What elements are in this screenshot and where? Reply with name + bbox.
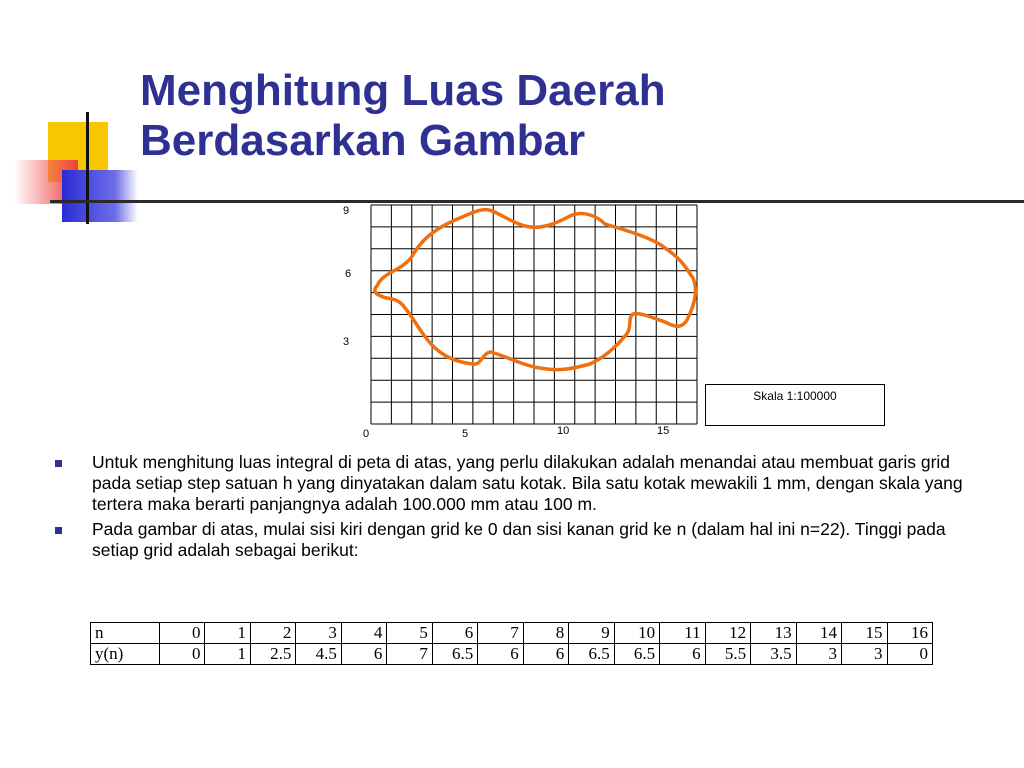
slide-title-line-2: Berdasarkan Gambar <box>140 116 586 165</box>
table-cell-y: 5.5 <box>705 644 750 665</box>
x-tick-5: 5 <box>462 428 469 440</box>
table-cell-y: 6.5 <box>614 644 659 665</box>
table-cell-n: 7 <box>478 623 523 644</box>
table-cell-y: 0 <box>160 644 205 665</box>
table-cell-n: 16 <box>887 623 933 644</box>
y-tick-3: 3 <box>343 336 350 348</box>
table-cell-n: 9 <box>569 623 614 644</box>
decor-vertical-line <box>86 112 89 224</box>
table-cell-n: 15 <box>842 623 887 644</box>
row-label-n: n <box>91 623 160 644</box>
table-cell-n: 2 <box>250 623 295 644</box>
table-cell-n: 12 <box>705 623 750 644</box>
table-cell-y: 3.5 <box>751 644 796 665</box>
bullet-square-icon <box>55 460 62 467</box>
table-cell-y: 1 <box>205 644 250 665</box>
table-cell-n: 8 <box>523 623 568 644</box>
row-label-y: y(n) <box>91 644 160 665</box>
table-cell-n: 14 <box>796 623 841 644</box>
table-cell-y: 3 <box>842 644 887 665</box>
table-cell-y: 6 <box>341 644 386 665</box>
scale-label-box <box>705 384 885 426</box>
table-cell-n: 11 <box>660 623 705 644</box>
decor-blue-square <box>62 170 138 222</box>
table-cell-y: 2.5 <box>250 644 295 665</box>
table-cell-n: 10 <box>614 623 659 644</box>
x-tick-10: 10 <box>557 425 570 437</box>
table-cell-y: 6 <box>660 644 705 665</box>
bullet-item <box>50 452 985 515</box>
bullet-text: Untuk menghitung luas integral di peta di atas, yang perlu dilakukan adalah menandai atau membuat garis grid pada setiap step satuan h yang dinyatakan dalam satu kotak. Bila satu kotak mewakili 1 mm, dengan skala yang tertera maka berarti panjangnya adalah 100.000 mm atau 100 m. <box>92 452 963 514</box>
bullet-text: Pada gambar di atas, mulai sisi kiri dengan grid ke 0 dan sisi kanan grid ke n (dalam hal ini n=22). Tinggi pada setiap grid adalah sebagai berikut: <box>92 519 946 560</box>
table-cell-n: 3 <box>296 623 341 644</box>
table-cell-y: 6 <box>478 644 523 665</box>
table-cell-y: 6.5 <box>569 644 614 665</box>
table-cell-n: 13 <box>751 623 796 644</box>
table-cell-n: 4 <box>341 623 386 644</box>
scale-label: Skala 1:100000 <box>753 389 837 403</box>
table-cell-y: 0 <box>887 644 933 665</box>
slide-title-line-1: Menghitung Luas Daerah <box>140 66 666 115</box>
bullet-square-icon <box>55 527 62 534</box>
table-cell-y: 3 <box>796 644 841 665</box>
table-cell-y: 6.5 <box>432 644 477 665</box>
table-row-y <box>91 644 933 665</box>
table-cell-n: 0 <box>160 623 205 644</box>
bullet-item <box>50 519 985 561</box>
table-cell-y: 4.5 <box>296 644 341 665</box>
area-grid-figure <box>335 200 705 440</box>
corner-decoration <box>0 0 140 230</box>
table-cell-n: 6 <box>432 623 477 644</box>
height-values-table <box>90 622 933 665</box>
x-tick-0: 0 <box>363 428 370 440</box>
table-cell-y: 7 <box>387 644 432 665</box>
x-tick-15: 15 <box>657 425 670 437</box>
y-tick-9: 9 <box>343 205 350 217</box>
table-cell-n: 5 <box>387 623 432 644</box>
slide-title <box>140 66 666 166</box>
y-tick-6: 6 <box>345 268 352 280</box>
region-boundary-curve <box>375 210 696 370</box>
table-row-n <box>91 623 933 644</box>
table-cell-y: 6 <box>523 644 568 665</box>
table-cell-n: 1 <box>205 623 250 644</box>
bullet-list <box>50 452 985 565</box>
